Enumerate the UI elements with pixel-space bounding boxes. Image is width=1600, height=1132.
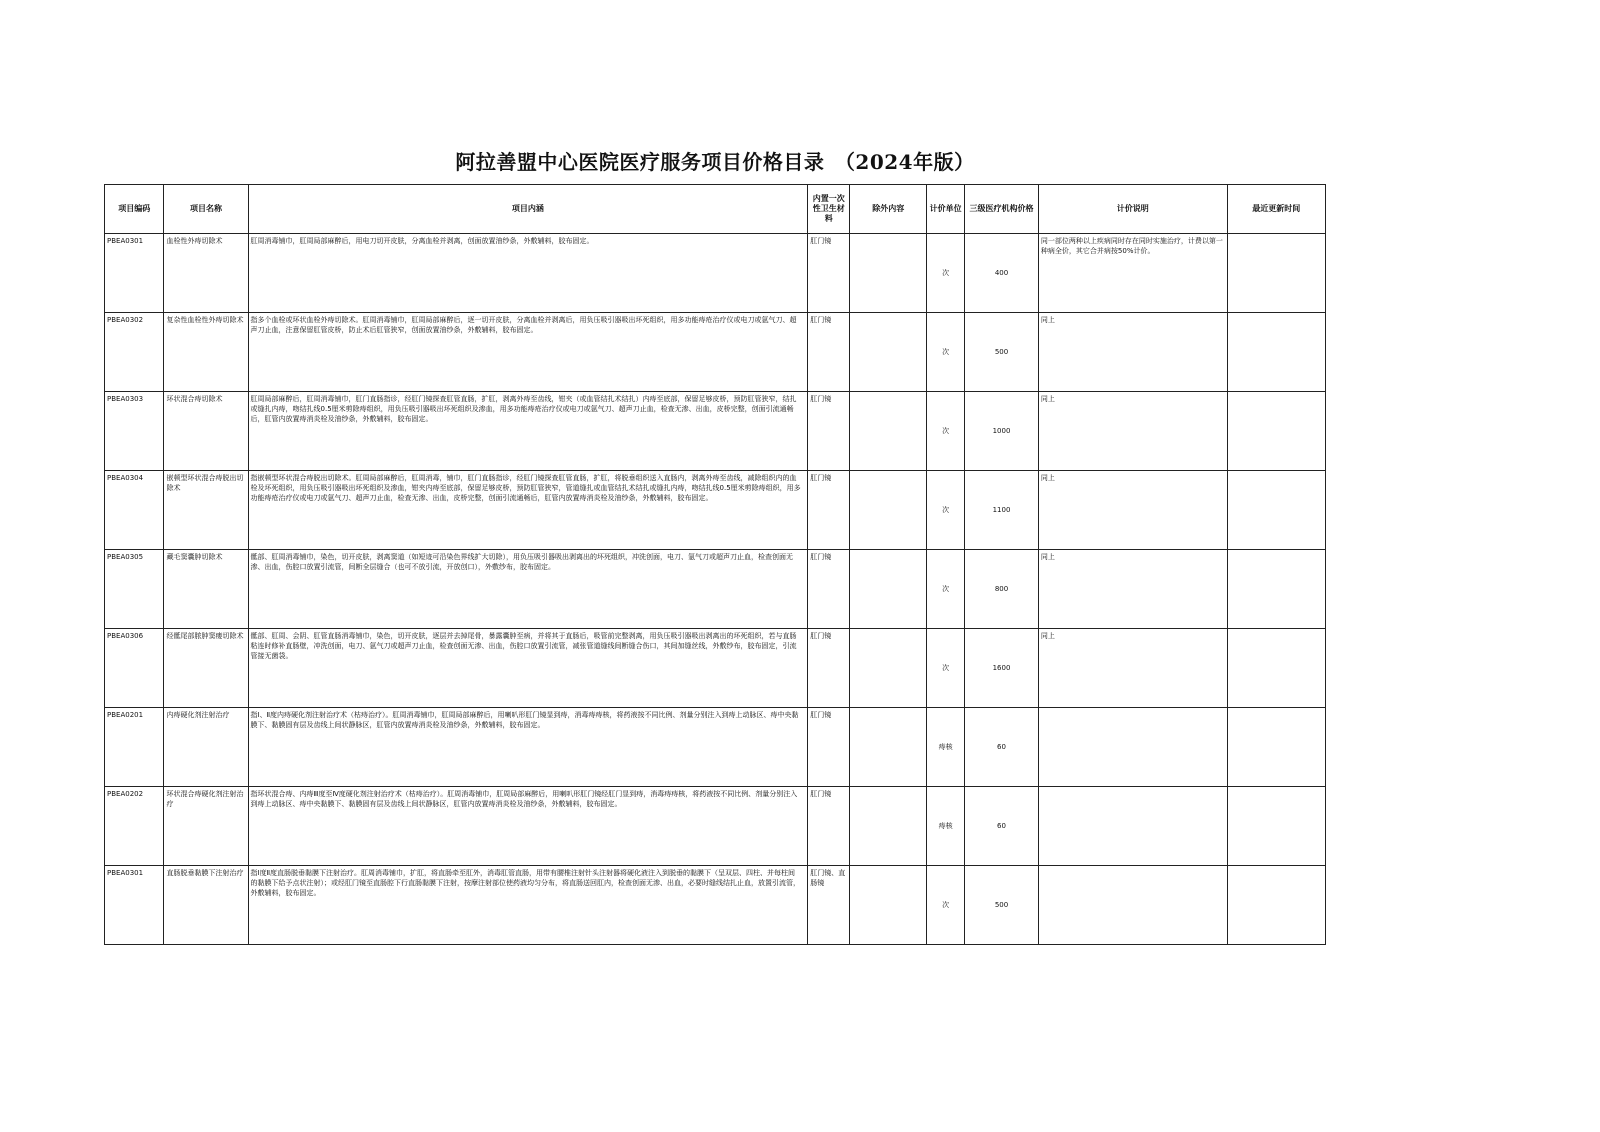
header-unit: 计价单位 xyxy=(927,185,965,234)
cell-unit: 次 xyxy=(927,471,965,550)
cell-price: 1600 xyxy=(965,629,1039,708)
cell-unit: 痔核 xyxy=(927,787,965,866)
table-row xyxy=(105,471,1326,550)
header-row xyxy=(105,185,1326,234)
cell-code: PBEA0201 xyxy=(105,708,164,787)
cell-exclude xyxy=(850,392,927,471)
cell-updated xyxy=(1227,866,1325,945)
cell-updated xyxy=(1227,629,1325,708)
cell-content: 肛周消毒铺巾，肛周局部麻醉后，用电刀切开皮肤，分离血栓并剥离，创面放置油纱条，外敷辅料，胶布固定。 xyxy=(248,234,808,313)
cell-content: 指嵌顿型环状混合痔脱出切除术。肛周局部麻醉后，肛周消毒，铺巾，肛门直肠指诊，经肛门镜探查肛管直肠，扩肛，将脱垂组织送入直肠内，剥离外痔至齿线，减除组织内的血栓及坏死组织，用负压吸引器吸出坏死组织及渗血，钳夹内痔至底部，保留足够皮桥，预防肛管狭窄，管道缝扎或血管结扎术结扎或缝扎内痔，吻结扎线0.5厘米剪除痔组织，用多功能痔疮治疗仪或电刀或氩气刀、超声刀止血，检查无渗、出血，皮桥完整，创面引流通畅后，肛管内放置痔消炎栓及油纱条，外敷辅料，胶布固定。 xyxy=(248,471,808,550)
cell-content: 骶部、肛周消毒铺巾，染色，切开皮肤，剥离窦道（如短迹可沿染色界线扩大切除），用负压吸引器吸出剥离出的坏死组织，冲洗创面，电刀、氩气刀或超声刀止血，检查创面无渗、出血，伤腔口放置引流管，间断全层缝合（也可不放引流，开放创口），外敷纱布，胶布固定。 xyxy=(248,550,808,629)
cell-material: 肛门镜 xyxy=(808,471,850,550)
cell-material: 肛门镜 xyxy=(808,392,850,471)
cell-code: PBEA0303 xyxy=(105,392,164,471)
cell-updated xyxy=(1227,550,1325,629)
page-title: 阿拉善盟中心医院医疗服务项目价格目录 （2024年版） xyxy=(455,150,975,174)
cell-exclude xyxy=(850,866,927,945)
cell-name: 经骶尾部脓肿窦瘘切除术 xyxy=(164,629,248,708)
cell-code: PBEA0302 xyxy=(105,313,164,392)
cell-material: 肛门镜 xyxy=(808,313,850,392)
cell-price: 1100 xyxy=(965,471,1039,550)
cell-code: PBEA0301 xyxy=(105,866,164,945)
cell-exclude xyxy=(850,629,927,708)
header-material: 内置一次性卫生材料 xyxy=(808,185,850,234)
cell-unit: 痔核 xyxy=(927,708,965,787)
cell-updated xyxy=(1227,392,1325,471)
table-row xyxy=(105,234,1326,313)
cell-unit: 次 xyxy=(927,629,965,708)
cell-name: 内痔硬化剂注射治疗 xyxy=(164,708,248,787)
cell-updated xyxy=(1227,471,1325,550)
table-row xyxy=(105,787,1326,866)
cell-unit: 次 xyxy=(927,866,965,945)
table-row xyxy=(105,550,1326,629)
cell-material: 肛门镜 xyxy=(808,234,850,313)
cell-name: 嵌顿型环状混合痔脱出切除术 xyxy=(164,471,248,550)
cell-note: 同上 xyxy=(1038,313,1227,392)
cell-price: 60 xyxy=(965,708,1039,787)
cell-exclude xyxy=(850,313,927,392)
cell-exclude xyxy=(850,471,927,550)
cell-code: PBEA0304 xyxy=(105,471,164,550)
cell-material: 肛门镜 xyxy=(808,550,850,629)
cell-code: PBEA0306 xyxy=(105,629,164,708)
cell-note: 同上 xyxy=(1038,550,1227,629)
cell-note: 同一部位两种以上疾病同时存在同时实施治疗，计费以第一种病全价，其它合并病按50%计价。 xyxy=(1038,234,1227,313)
cell-name: 环状混合痔切除术 xyxy=(164,392,248,471)
cell-code: PBEA0301 xyxy=(105,234,164,313)
cell-material: 肛门镜 xyxy=(808,629,850,708)
cell-content: 指Ⅰ度Ⅱ度直肠脱垂黏膜下注射治疗。肛周消毒铺巾，扩肛，将直肠牵至肛外，消毒肛管直肠，用带有腰椎注射针头注射器将硬化液注入到脱垂的黏膜下（呈双层、四柱、并每柱间的黏膜下给予点状注射）；或经肛门镜至直肠腔下行直肠黏膜下注射，按摩注射部位使药液均匀分布，将直肠送回肛内，检查创面无渗、出血，必要时缝线结扎止血，放置引流管，外敷辅料，胶布固定。 xyxy=(248,866,808,945)
cell-name: 环状混合痔硬化剂注射治疗 xyxy=(164,787,248,866)
cell-content: 指环状混合痔、内痔Ⅲ度至Ⅳ度硬化剂注射治疗术（枯痔治疗）。肛周消毒铺巾，肛周局部麻醉后，用喇叭形肛门镜经肛门显到痔，消毒痔痔核，将药液按不同比例、剂量分别注入到痔上动脉区、痔中央黏膜下、黏膜固有层及齿线上间状静脉区，肛管内放置痔消炎栓及油纱条，外敷辅料，胶布固定。 xyxy=(248,787,808,866)
cell-exclude xyxy=(850,787,927,866)
cell-material: 肛门镜、直肠镜 xyxy=(808,866,850,945)
cell-unit: 次 xyxy=(927,313,965,392)
cell-exclude xyxy=(850,708,927,787)
cell-note: 同上 xyxy=(1038,392,1227,471)
cell-content: 肛周局部麻醉后，肛周消毒铺巾，肛门直肠指诊，经肛门镜探查肛管直肠，扩肛，剥离外痔至齿线，钳夹（或血管结扎术结扎）内痔至底部，保留足够皮桥，预防肛管狭窄，结扎或缝扎内痔，吻结扎线0.5厘米剪除痔组织，用负压吸引器吸出坏死组织及渗血，用多功能痔疮治疗仪或电刀或氩气刀、超声刀止血，检查无渗、出血，皮桥完整，创面引流通畅后，肛管内放置痔消炎栓及油纱条，外敷辅料，胶布固定。 xyxy=(248,392,808,471)
cell-note: 同上 xyxy=(1038,629,1227,708)
cell-price: 1000 xyxy=(965,392,1039,471)
cell-note: 同上 xyxy=(1038,471,1227,550)
cell-name: 藏毛窦囊肿切除术 xyxy=(164,550,248,629)
cell-unit: 次 xyxy=(927,392,965,471)
table-row xyxy=(105,313,1326,392)
cell-content: 骶部、肛周、会阴、肛管直肠消毒铺巾，染色，切开皮肤，逐层并去掉尾骨，暴露囊肿至病，并将其于直肠后，吸管前完整剥离，用负压吸引器吸出剥离出的坏死组织，若与直肠粘连时修补直肠壁，冲洗创面，电刀、氩气刀或超声刀止血，检查创面无渗、出血，伤腔口放置引流管，减张管道缝线间断缝合伤口，其间加缝丝线，外敷纱布，胶布固定，引流管接无菌袋。 xyxy=(248,629,808,708)
header-content: 项目内涵 xyxy=(248,185,808,234)
cell-material: 肛门镜 xyxy=(808,787,850,866)
cell-material: 肛门镜 xyxy=(808,708,850,787)
cell-name: 复杂性血栓性外痔切除术 xyxy=(164,313,248,392)
cell-content: 指Ⅰ、Ⅱ度内痔硬化剂注射治疗术（枯痔治疗）。肛周消毒铺巾，肛周局部麻醉后，用喇叭形肛门镜显到痔，消毒痔痔核，将药液按不同比例、剂量分别注入到痔上动脉区、痔中央黏膜下、黏膜固有层及齿线上间状静脉区，肛管内放置痔消炎栓及油纱条，外敷辅料，胶布固定。 xyxy=(248,708,808,787)
header-price: 三级医疗机构价格 xyxy=(965,185,1039,234)
table-row xyxy=(105,392,1326,471)
price-table xyxy=(104,184,1326,945)
cell-price: 800 xyxy=(965,550,1039,629)
cell-updated xyxy=(1227,708,1325,787)
table-row xyxy=(105,866,1326,945)
cell-code: PBEA0305 xyxy=(105,550,164,629)
table-row xyxy=(105,708,1326,787)
cell-note xyxy=(1038,866,1227,945)
cell-code: PBEA0202 xyxy=(105,787,164,866)
cell-price: 500 xyxy=(965,313,1039,392)
cell-name: 直肠脱垂黏膜下注射治疗 xyxy=(164,866,248,945)
cell-exclude xyxy=(850,550,927,629)
cell-price: 500 xyxy=(965,866,1039,945)
cell-name: 血栓性外痔切除术 xyxy=(164,234,248,313)
cell-price: 60 xyxy=(965,787,1039,866)
cell-updated xyxy=(1227,234,1325,313)
header-note: 计价说明 xyxy=(1038,185,1227,234)
cell-note xyxy=(1038,708,1227,787)
cell-updated xyxy=(1227,787,1325,866)
cell-price: 400 xyxy=(965,234,1039,313)
cell-unit: 次 xyxy=(927,550,965,629)
cell-exclude xyxy=(850,234,927,313)
cell-note xyxy=(1038,787,1227,866)
cell-updated xyxy=(1227,313,1325,392)
header-updated: 最近更新时间 xyxy=(1227,185,1325,234)
table-row xyxy=(105,629,1326,708)
cell-unit: 次 xyxy=(927,234,965,313)
header-name: 项目名称 xyxy=(164,185,248,234)
header-exclude: 除外内容 xyxy=(850,185,927,234)
cell-content: 指多个血栓或环状血栓外痔切除术。肛周消毒铺巾，肛周局部麻醉后，逐一切开皮肤，分离血栓并剥离后，用负压吸引器吸出坏死组织，用多功能痔疮治疗仪或电刀或氩气刀、超声刀止血，注意保留肛管皮桥，防止术后肛管狭窄，创面放置油纱条，外敷辅料，胶布固定。 xyxy=(248,313,808,392)
header-code: 项目编码 xyxy=(105,185,164,234)
